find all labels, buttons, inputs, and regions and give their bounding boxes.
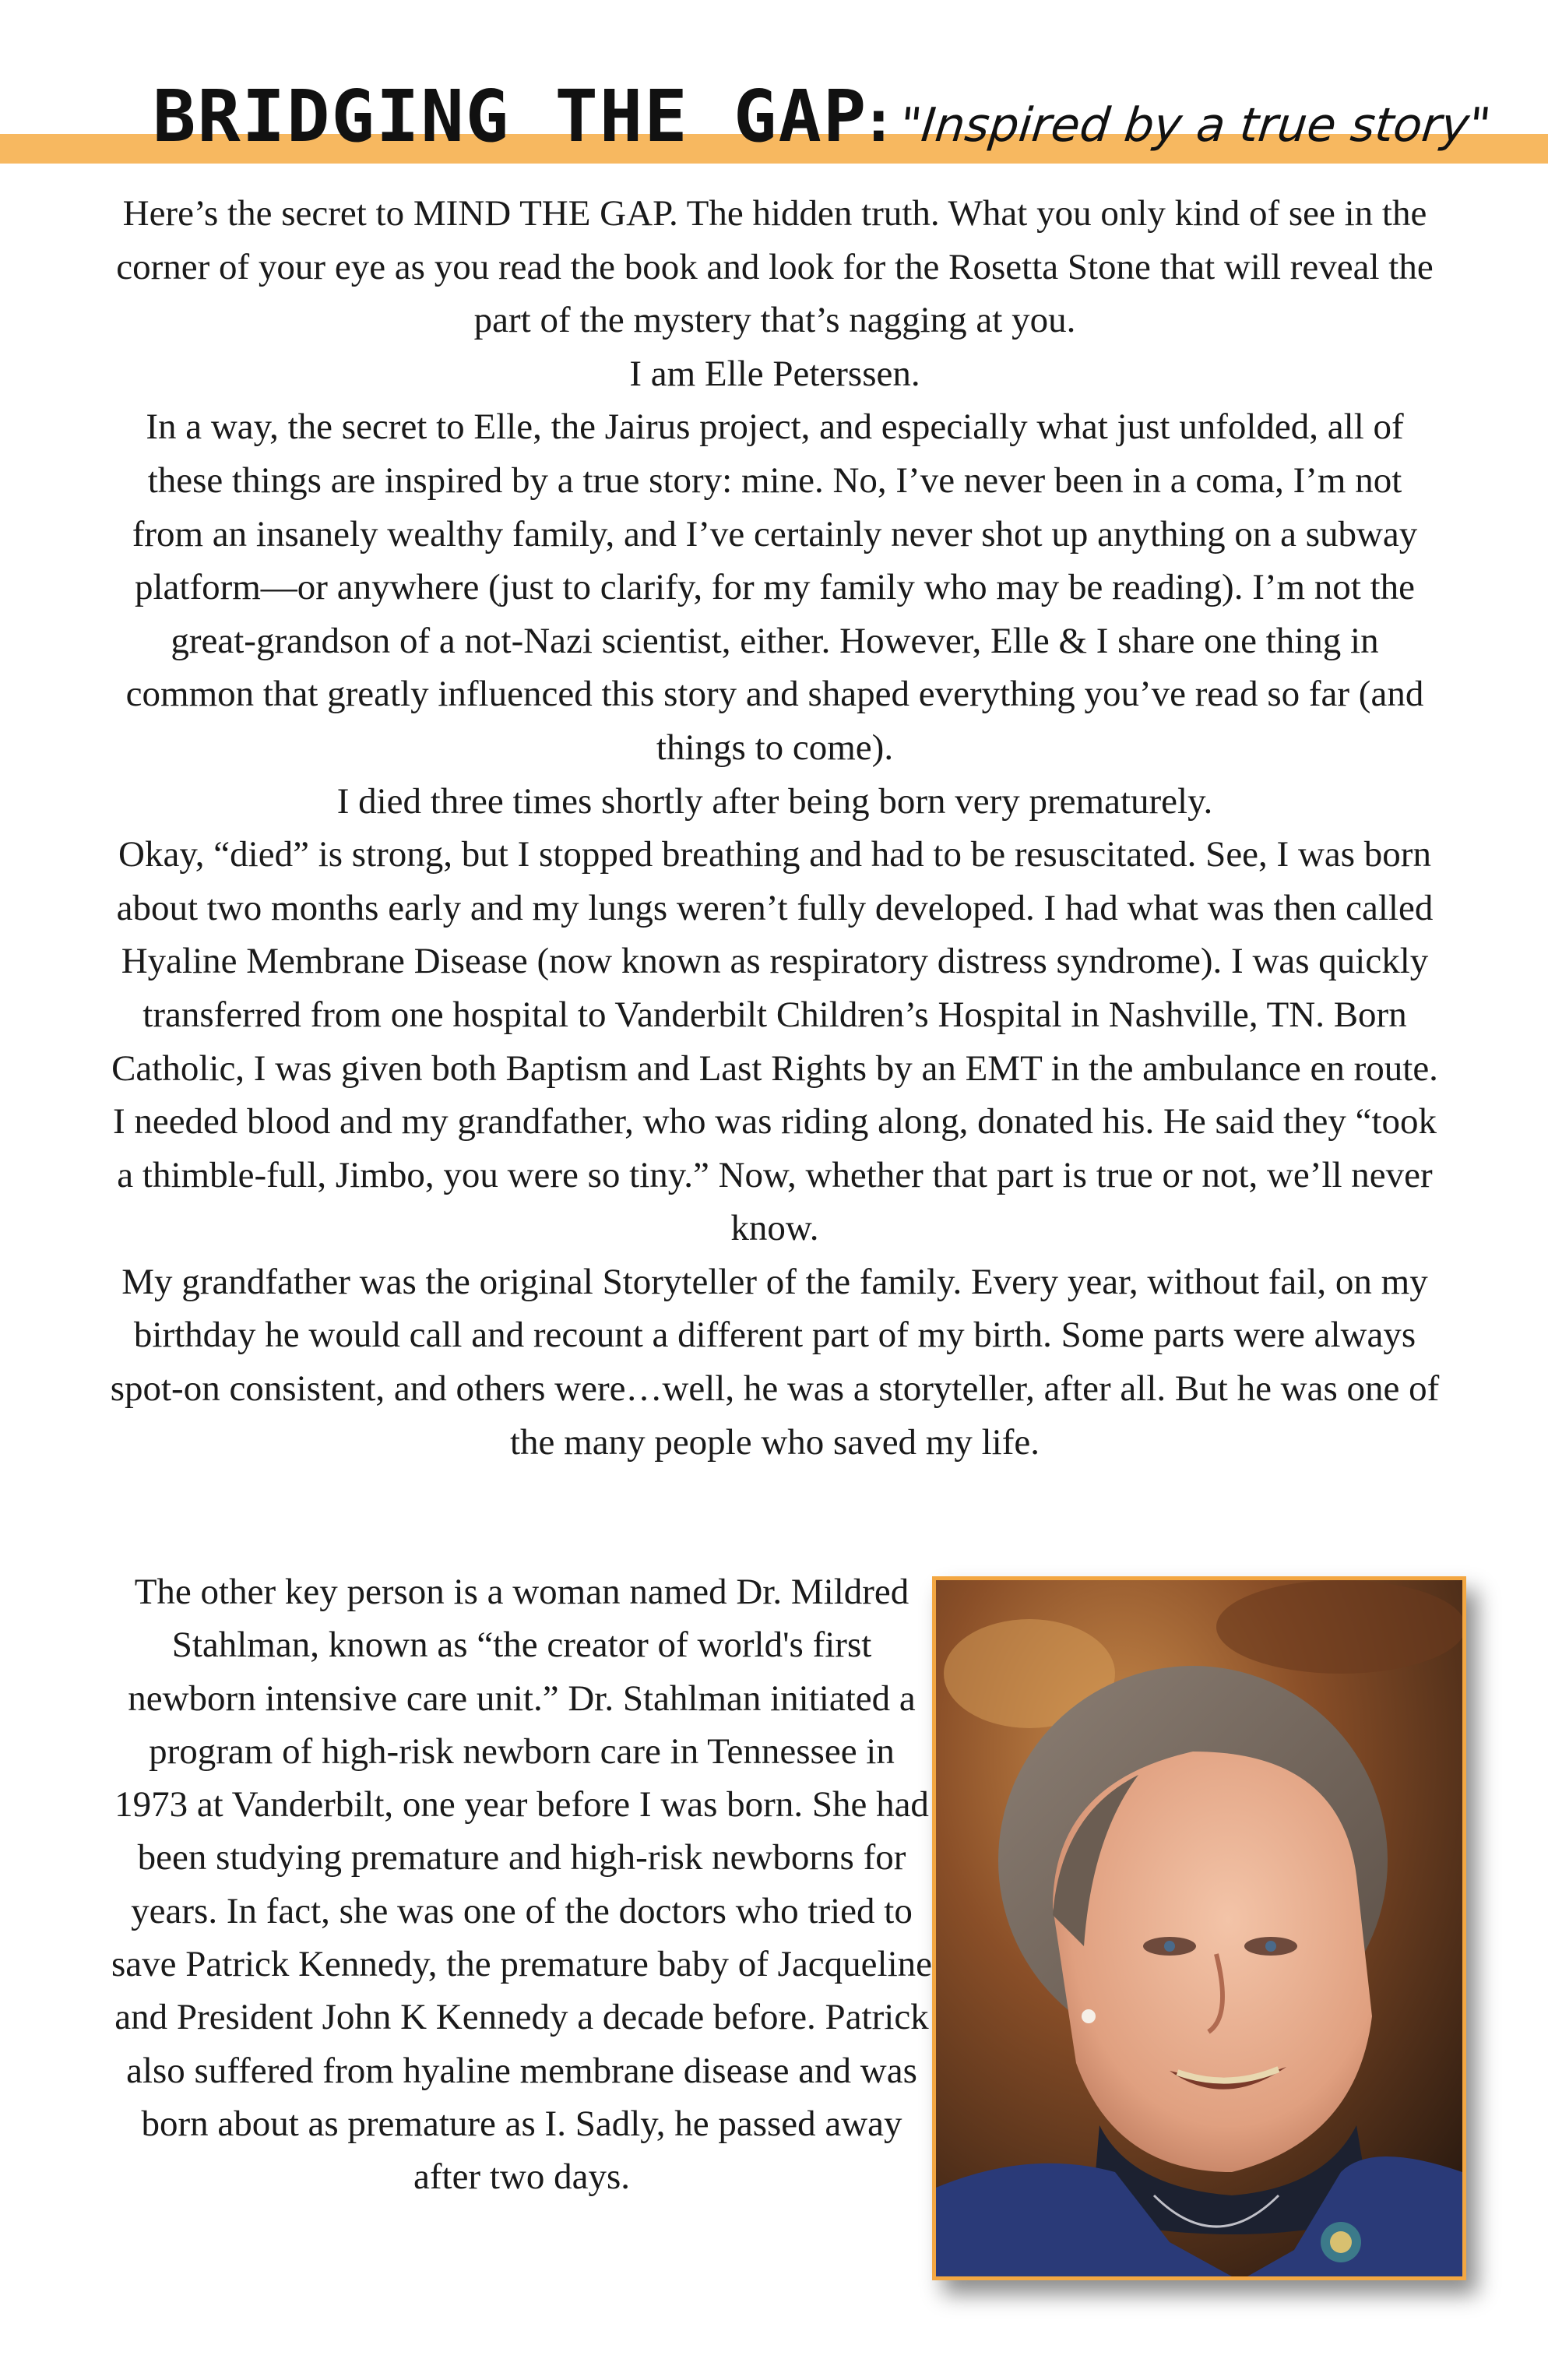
- lower-body: [109, 1565, 934, 2204]
- paragraph-grandfather: My grandfather was the original Storyteller of the family. Every year, without fail, on my birthday he would call and recount a different part of my birth. Some parts were always spot-on consistent, and others were…well, he was a storyteller, after all. But he was one of the many people who saved my life.: [110, 1261, 1440, 1463]
- paragraph-died: I died three times shortly after being born very prematurely.: [336, 780, 1213, 822]
- header-title-group: [153, 75, 1493, 168]
- page-subtitle: "Inspired by a true story": [897, 98, 1493, 153]
- main-body: [109, 187, 1441, 1469]
- paragraph-premature: Okay, “died” is strong, but I stopped breathing and had to be resuscitated. See, I was born about two months early and my lungs weren’t fully developed. I had what was then called Hyaline Membrane Disease (now known as respiratory distress syndrome). I was quickly transferred from one hospital to Vanderbilt Children’s Hospital in Nashville, TN. Born Catholic, I was given both Baptism and Last Rights by an EMT in the ambulance en route. I needed blood and my grandfather, who was riding along, donated his. He said they “took a thimble-full, Jimbo, you were so tiny.” Now, whether that part is true or not, we’ll never know.: [111, 834, 1438, 1249]
- portrait-photo: [932, 1576, 1466, 2280]
- paragraph-identity: I am Elle Peterssen.: [629, 353, 920, 394]
- portrait-illustration: [936, 1580, 1462, 2276]
- paragraph-secret: Here’s the secret to MIND THE GAP. The hidden truth. What you only kind of see in the corner of your eye as you read the book and look for the Rosetta Stone that will reveal the part of the mystery that’s nagging at you.: [116, 193, 1434, 341]
- paragraph-stahlman: The other key person is a woman named Dr. Mildred Stahlman, known as “the creator of world's first newborn intensive care unit.” Dr. Stahlman initiated a program of high-risk newborn care in Tennessee in 1973 at Vanderbilt, one year before I was born. She had been studying premature and high-risk newborns for years. In fact, she was one of the doctors who tried to save Patrick Kennedy, the premature baby of Jacqueline and President John K Kennedy a decade before. Patrick also suffered from hyaline membrane disease and was born about as premature as I. Sadly, he passed away after two days.: [111, 1572, 933, 2198]
- page-title: BRIDGING THE GAP: [153, 75, 868, 158]
- paragraph-true-story: In a way, the secret to Elle, the Jairus project, and especially what just unfolded, all of these things are inspired by a true story: mine. No, I’ve never been in a coma, I’m not from an insanely wealthy family, and I’ve certainly never shot up anything on a subway platform—or anywhere (just to clarify, for my family who may be reading). I’m not the great-grandson of a not-Nazi scientist, either. However, Elle & I share one thing in common that greatly influenced this story and shaped everything you’ve read so far (and things to come).: [125, 407, 1424, 768]
- title-colon: :: [867, 90, 890, 154]
